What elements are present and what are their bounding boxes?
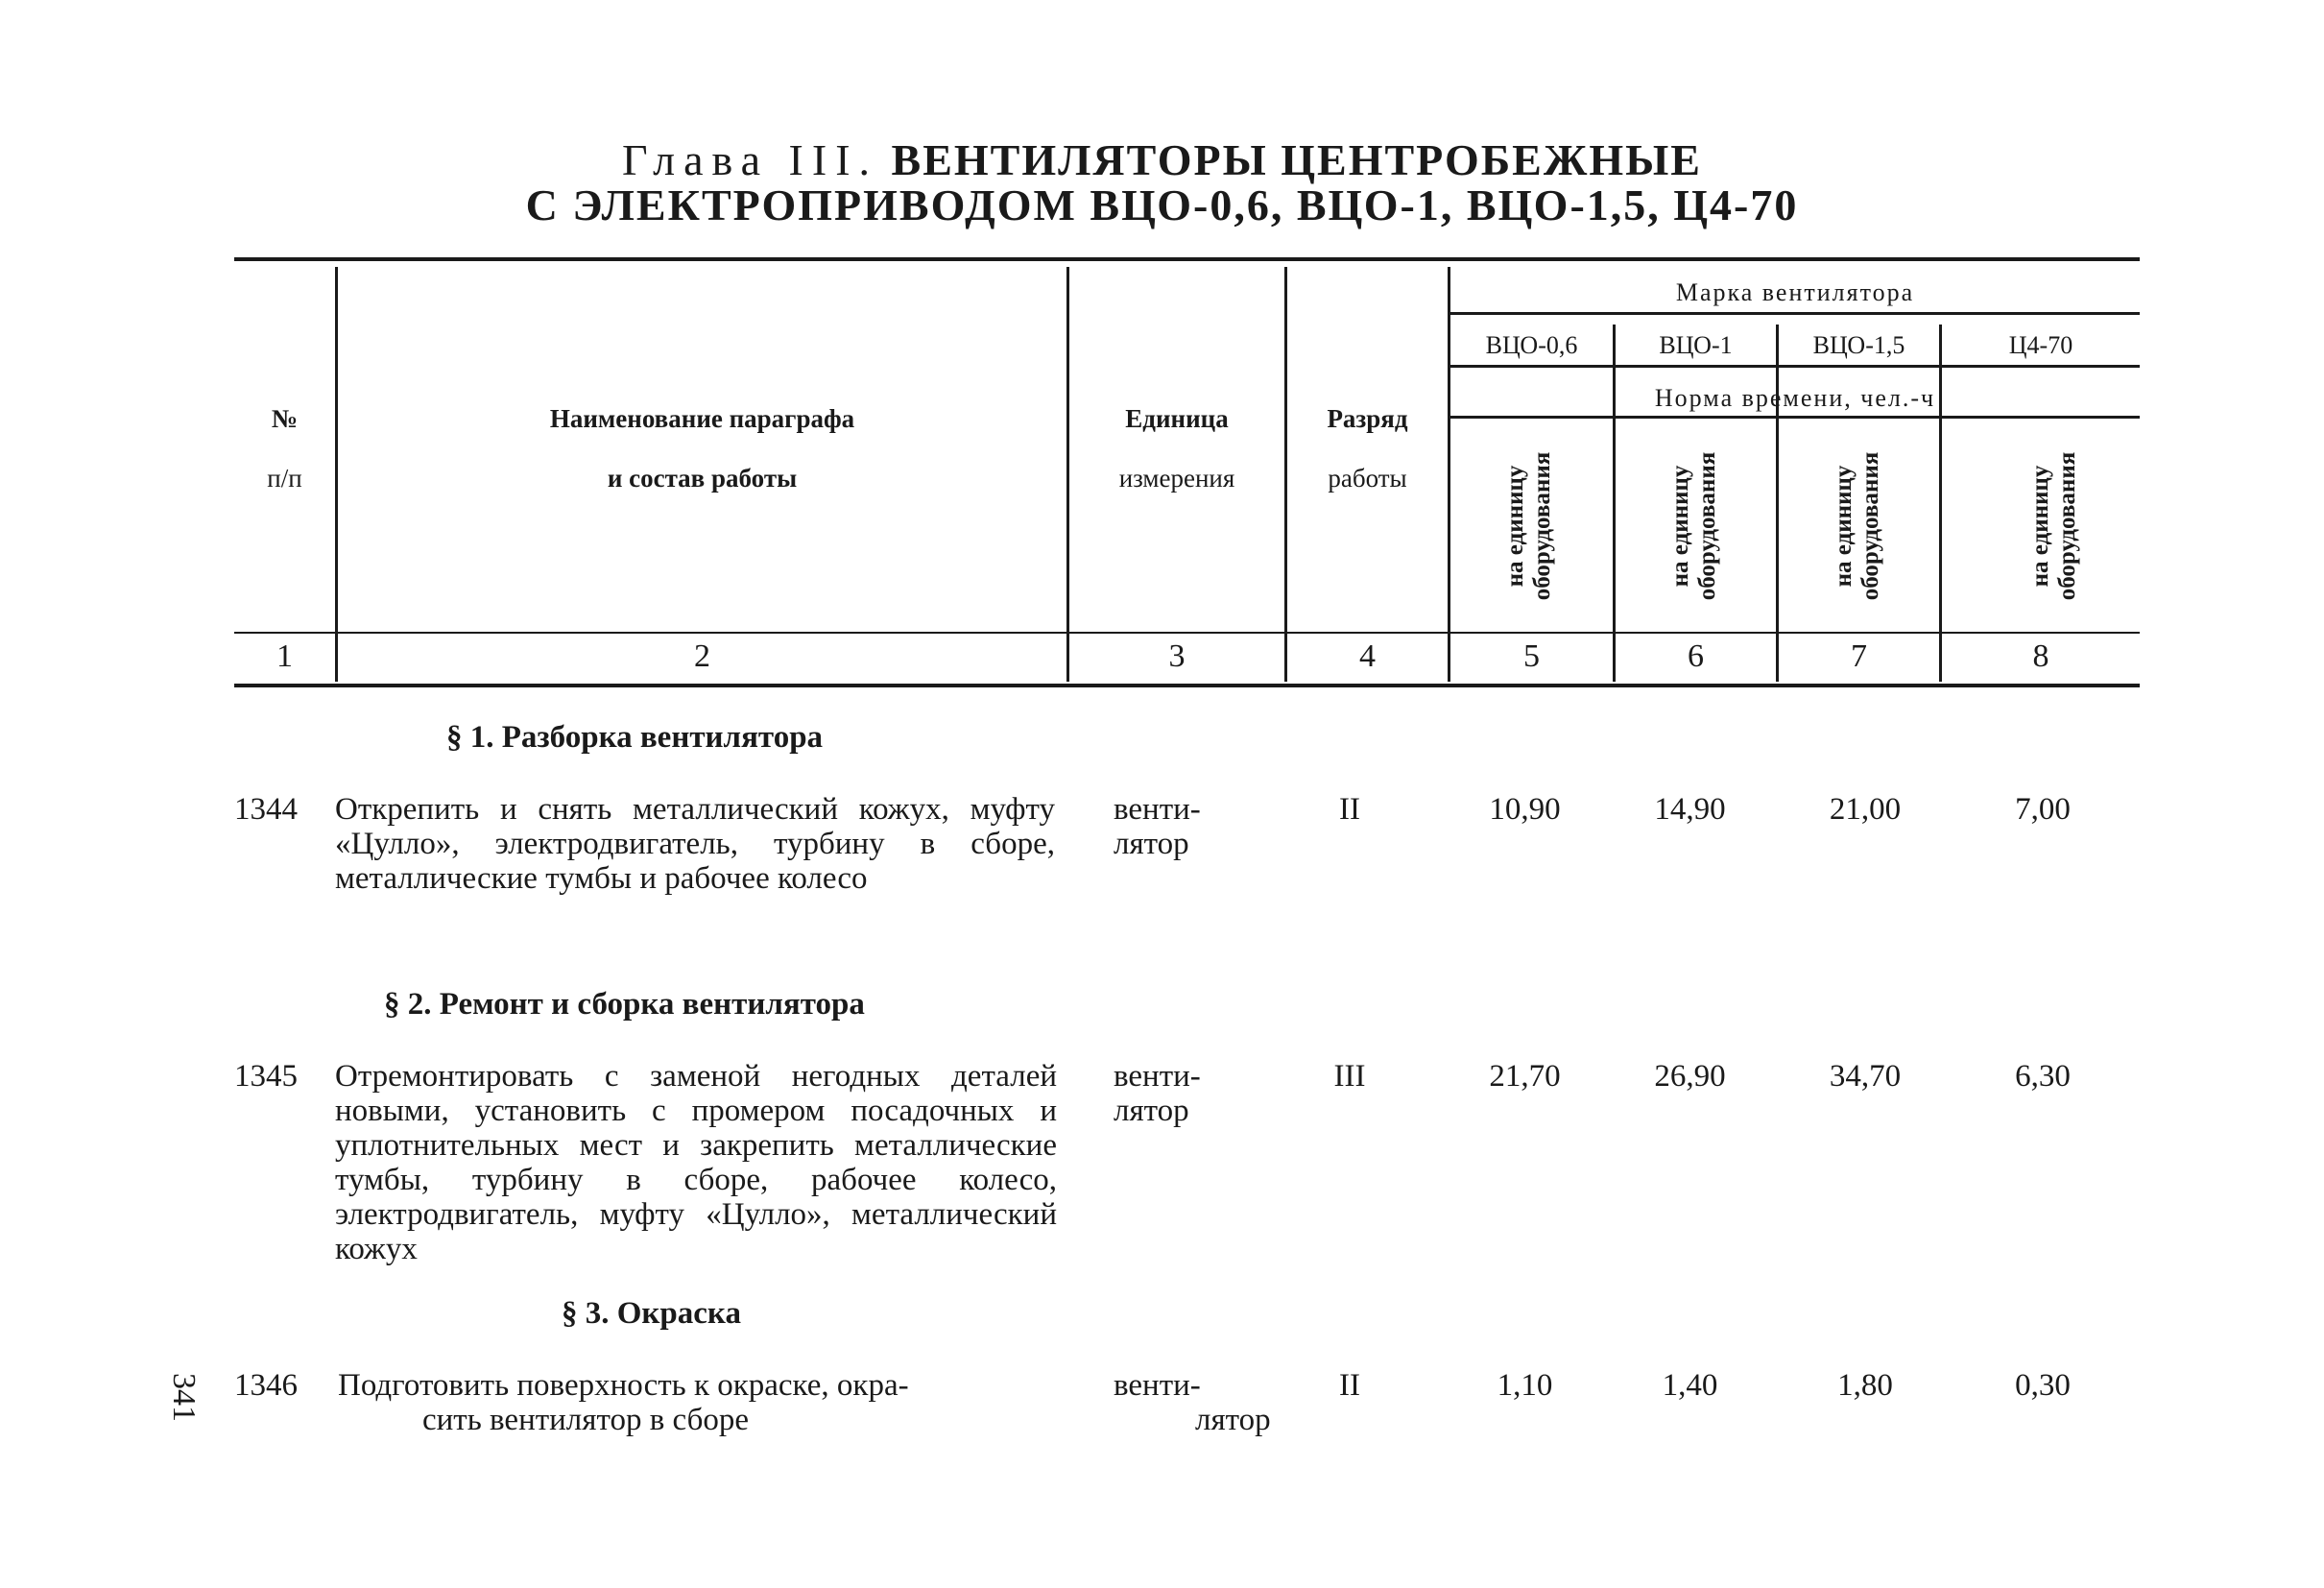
col-number-7: 7 [1851, 638, 1867, 674]
chapter-title-text: ВЕНТИЛЯТОРЫ ЦЕНТРОБЕЖНЫЕ [891, 135, 1702, 184]
header-norm: Норма времени, чел.-ч [1654, 384, 1936, 412]
header-per-unit-8: на единицу оборудования [2027, 451, 2080, 601]
row-unit-1346-line1: венти- [1114, 1368, 1201, 1403]
row-description-1346-line1: Подготовить поверхность к окраске, окра- [338, 1368, 909, 1403]
header-model-1: ВЦО-0,6 [1485, 331, 1578, 359]
row-number-1346: 1346 [234, 1368, 298, 1403]
header-brand: Марка вентилятора [1675, 278, 1915, 306]
table-top-rule [234, 257, 2140, 261]
col-number-5: 5 [1523, 638, 1540, 674]
header-per-unit-6: на единицу оборудования [1667, 451, 1720, 601]
row-unit-1345-line1: венти- [1114, 1059, 1201, 1094]
header-unit-label2: измерения [1118, 464, 1235, 493]
header-per-unit-7: на единицу оборудования [1831, 451, 1883, 601]
colnum-bottom-rule [234, 684, 2140, 687]
header-model-2: ВЦО-1 [1659, 331, 1733, 359]
header-model-3: ВЦО-1,5 [1812, 331, 1905, 359]
chapter-title-line1 [0, 134, 2324, 185]
row-description-1344: Открепить и снять металлический кожух, муфту «Цулло», электродвигатель, турбину в сборе, металлические тумбы и рабочее колесо [335, 792, 1055, 896]
chapter-lead: Глава III. [622, 135, 879, 184]
col-rule-5 [1613, 325, 1616, 682]
chapter-title-line2: С ЭЛЕКТРОПРИВОДОМ ВЦО-0,6, ВЦО-1, ВЦО-1,5, Ц4-70 [525, 180, 1799, 229]
row-value-1344-c7: 21,00 [1829, 792, 1902, 827]
col-number-6: 6 [1688, 638, 1704, 674]
row-unit-1344-line1: венти- [1114, 792, 1201, 827]
row-number-1345: 1345 [234, 1059, 298, 1094]
row-value-1346-c8: 0,30 [2015, 1368, 2071, 1403]
header-name-label2: и состав работы [607, 464, 798, 493]
col-number-1: 1 [276, 638, 293, 674]
header-per-unit-5: на единицу оборудования [1502, 451, 1555, 601]
header-num-label2: п/п [267, 464, 302, 493]
section-heading-3: § 3. Окраска [562, 1296, 741, 1331]
row-value-1346-c5: 1,10 [1497, 1368, 1553, 1403]
row-unit-1345-line2: лятор [1114, 1094, 1189, 1128]
col-rule-7 [1939, 325, 1942, 682]
header-grade-label2: работы [1328, 464, 1407, 493]
section-heading-2: § 2. Ремонт и сборка вентилятора [384, 987, 865, 1022]
col-number-2: 2 [694, 638, 710, 674]
row-description-1345: Отремонтировать с заменой негодных деталей новыми, установить с промером посадочных и уплотнительных мест и закрепить металлические тумбы, турбину в сборе, рабочее колесо, электродвигатель, муфту «Цулло», металлический кожух [335, 1059, 1057, 1266]
row-value-1344-c8: 7,00 [2015, 792, 2071, 827]
row-value-1345-c7: 34,70 [1829, 1059, 1902, 1094]
row-value-1344-c5: 10,90 [1489, 792, 1561, 827]
row-number-1344: 1344 [234, 792, 298, 827]
row-unit-1346-line2: лятор [1195, 1403, 1271, 1437]
header-unit-label1: Единица [1125, 404, 1229, 433]
brand-rule [1450, 312, 2140, 315]
row-value-1346-c6: 1,40 [1662, 1368, 1718, 1403]
row-grade-1346: II [1339, 1368, 1360, 1403]
header-grade-label1: Разряд [1327, 404, 1408, 433]
header-name-label1: Наименование параграфа [549, 404, 855, 433]
row-value-1345-c6: 26,90 [1654, 1059, 1726, 1094]
row-value-1346-c7: 1,80 [1837, 1368, 1893, 1403]
row-value-1345-c8: 6,30 [2015, 1059, 2071, 1094]
row-grade-1345: III [1333, 1059, 1366, 1094]
row-value-1344-c6: 14,90 [1654, 792, 1726, 827]
row-description-1346-line2: сить вентилятор в сборе [422, 1403, 750, 1437]
col-number-8: 8 [2032, 638, 2049, 674]
col-number-4: 4 [1359, 638, 1376, 674]
section-heading-1: § 1. Разборка вентилятора [446, 720, 824, 755]
page-number: 341 [166, 1373, 202, 1422]
models-rule [1450, 365, 2140, 368]
header-model-4: Ц4-70 [2008, 331, 2073, 359]
header-num-label1: № [271, 404, 299, 433]
norm-rule [1450, 416, 2140, 419]
col-number-3: 3 [1168, 638, 1186, 674]
row-value-1345-c5: 21,70 [1489, 1059, 1561, 1094]
col-rule-6 [1776, 325, 1779, 682]
row-unit-1344-line2: лятор [1114, 827, 1189, 861]
row-grade-1344: II [1339, 792, 1360, 827]
col-rule-4 [1448, 267, 1450, 682]
header-bottom-rule [234, 632, 2140, 634]
